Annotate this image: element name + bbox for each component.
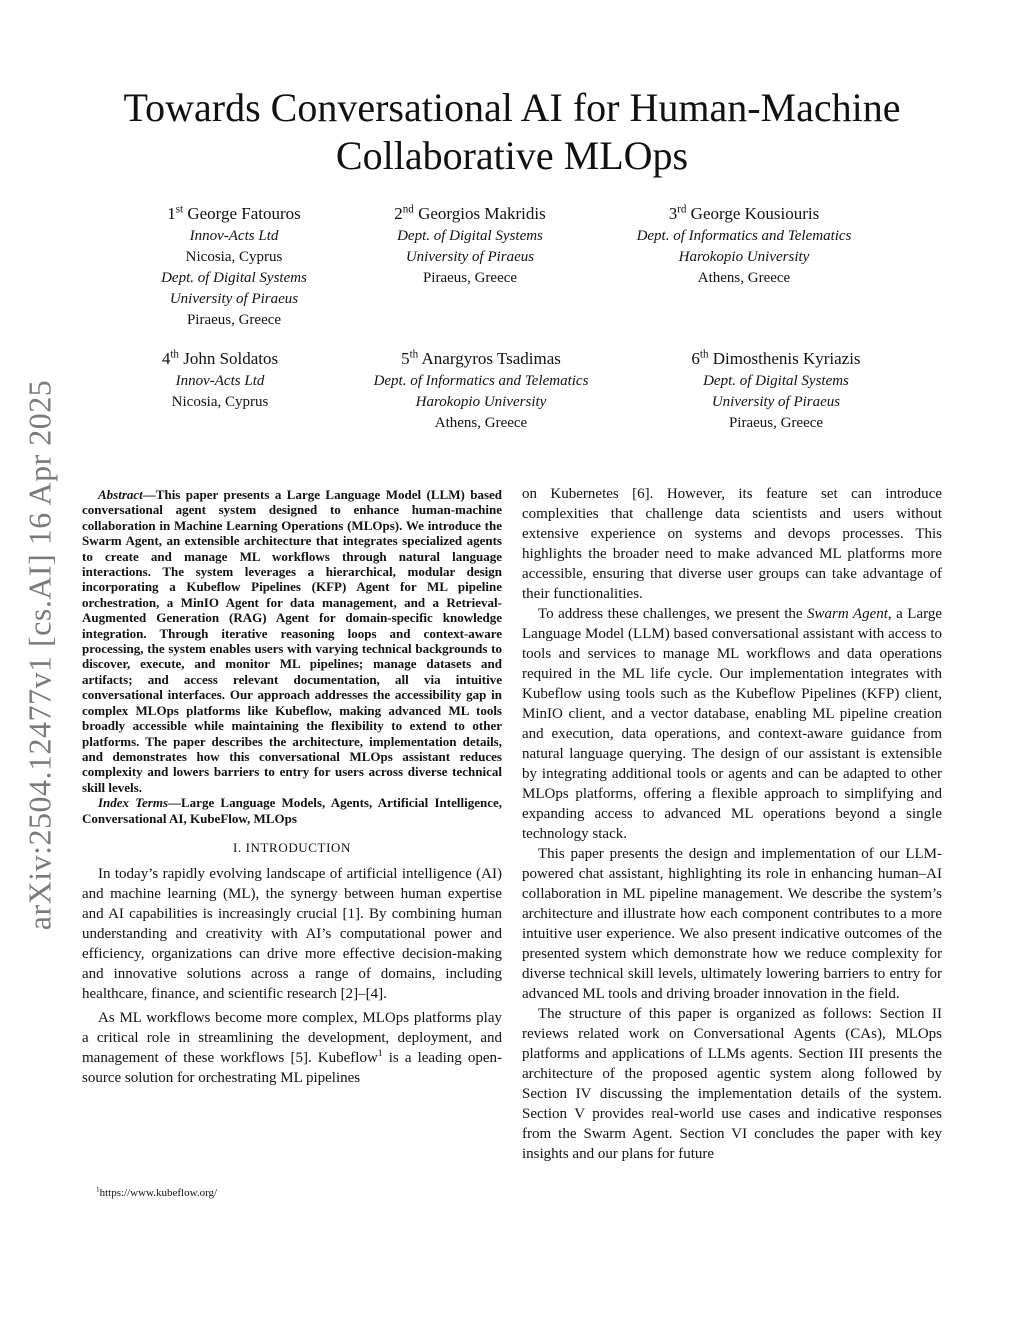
title-line-1: Towards Conversational AI for Human-Machine bbox=[123, 85, 901, 130]
right-column bbox=[522, 484, 942, 1164]
author-1: 1st George Fatouros Innov-Acts Ltd Nicosia, Cyprus Dept. of Digital Systems University of Piraeus Piraeus, Greece bbox=[161, 203, 307, 328]
author-name: John Soldatos bbox=[183, 349, 279, 368]
right-paragraph-4: The structure of this paper is organized as follows: Section II reviews related work on Conversational Agents (CAs), MLOps platforms and applications of LLMs agents. Section III presents the architecture of the proposed agentic system along followed by Section IV discussing the implementation details of the system. Section V provides real-world use cases and indicative responses from the Swarm Agent. Section VI concludes the paper with key insights and our plans for future bbox=[522, 1006, 942, 1162]
abstract: Abstract—This paper presents a Large Language Model (LLM) based conversational agent system designed to enhance human-machine collaboration in Machine Learning Operations (MLOps). We introduce the Swarm Agent, an extensible architecture that integrates specialized agents to create and manage ML workflows through natural language interactions. The system leverages a hierarchical, modular design incorporating a Kubeflow Pipelines (KFP) Agent for ML pipeline orchestration, a MinIO Agent for data management, and a Retrieval-Augmented Generation (RAG) Agent for domain-specific knowledge integration. Through iterative reasoning loops and context-aware processing, the system enables users with varying technical backgrounds to discover, execute, and monitor ML pipelines; manage datasets and artifacts; and access relevant documentation, all via intuitive conversational interfaces. Our approach addresses the accessibility gap in complex MLOps platforms like Kubeflow, making advanced ML tools broadly accessible while maintaining the flexibility to extend to other platforms. The paper describes the architecture, implementation details, and demonstrates how this conversational MLOps assistant reduces complexity and lowers barriers to entry for users across diverse technical skill levels. bbox=[82, 487, 502, 795]
author-name: Dimosthenis Kyriazis bbox=[712, 349, 861, 368]
arxiv-identifier bbox=[12, 360, 68, 950]
footnote-link[interactable]: https://www.kubeflow.org/ bbox=[99, 1187, 218, 1199]
title-line-2: Collaborative MLOps bbox=[335, 133, 689, 178]
author-name: George Fatouros bbox=[187, 204, 301, 223]
author-name: Anargyros Tsadimas bbox=[421, 349, 561, 368]
author-4: 4th John Soldatos Innov-Acts Ltd Nicosia, Cyprus bbox=[161, 348, 279, 410]
right-paragraph-3: This paper presents the design and implementation of our LLM-powered chat assistant, highlighting its role in enhancing human–AI collaboration in ML pipeline management. We describe the system’s architecture and illustrate how each component contributes to a more intuitive user experience. We also present indicative outcomes of the presented system which demonstrate how we reduce complexity for diverse technical skill levels, ultimately lowering barriers to entry for advanced ML tools and driving broader innovation in the field. bbox=[522, 846, 942, 1002]
author-name: Georgios Makridis bbox=[418, 204, 546, 223]
section-heading: I. INTRODUCTION bbox=[232, 839, 352, 855]
footnote: $^1$https://www.kubeflow.org/ bbox=[96, 1185, 218, 1199]
author-name: George Kousiouris bbox=[690, 204, 820, 223]
index-terms: Index Terms—Large Language Models, Agents, Artificial Intelligence, Conversational AI, KubeFlow, MLOps bbox=[82, 795, 502, 826]
author-2: 2nd Georgios Makridis Dept. of Digital Systems University of Piraeus Piraeus, Greece bbox=[394, 203, 546, 286]
author-5: 5th Anargyros Tsadimas Dept. of Informatics and Telematics Harokopio University Athens, Greece bbox=[373, 348, 589, 431]
right-paragraph-1: on Kubernetes [6]. However, its feature set can introduce complexities that challenge data scientists and users without extensive experience on systems and devops processes. This highlights the broader need to make advanced ML platforms more accessible, ensuring that diverse user groups can take advantage of their functionalities. bbox=[522, 486, 942, 602]
intro-paragraph-1: In today’s rapidly evolving landscape of artificial intelligence (AI) and machine learning (ML), the synergy between human expertise and AI capabilities is increasingly crucial [1]. By combining human understanding and creativity with AI’s computational power and efficiency, organizations can drive more effective decision-making and innovative solutions across a range of domains, including healthcare, finance, and scientific research [2]–[4]. bbox=[82, 865, 502, 1002]
right-paragraph-2: To address these challenges, we present the Swarm Agent, a Large Language Model (LLM) based conversational assistant with access to tools and services to manage ML workflows and data operations required in the ML life cycle. Our implementation integrates with Kubeflow using tools such as the Kubeflow Pipelines (KFP) client, MinIO client, and a vector database, enabling ML pipeline creation and execution, data operations, and context-aware guidance from natural language querying. The design of our assistant is extensible by integrating additional tools or agents and can be adapted to other MLOps platforms, offering a flexible approach to simplifying and expanding access to advanced ML operations beyond a single technology stack. bbox=[522, 606, 942, 842]
left-column bbox=[82, 487, 502, 1088]
intro-paragraph-2: As ML workflows become more complex, MLOps platforms play a critical role in streamlining the development, deployment, and management of these workflows [5]. Kubeflow$^1$ is a leading open-source solution for orchestrating ML pipelines bbox=[82, 1009, 502, 1086]
paper-title bbox=[60, 84, 964, 180]
arxiv-identifier-text: arXiv:2504.12477v1 [cs.AI] 16 Apr 2025 bbox=[21, 379, 58, 931]
author-3: 3rd George Kousiouris Dept. of Informatics and Telematics Harokopio University Athens, Greece bbox=[636, 203, 852, 286]
author-6: 6th Dimosthenis Kyriazis Dept. of Digital Systems University of Piraeus Piraeus, Greece bbox=[691, 348, 861, 431]
